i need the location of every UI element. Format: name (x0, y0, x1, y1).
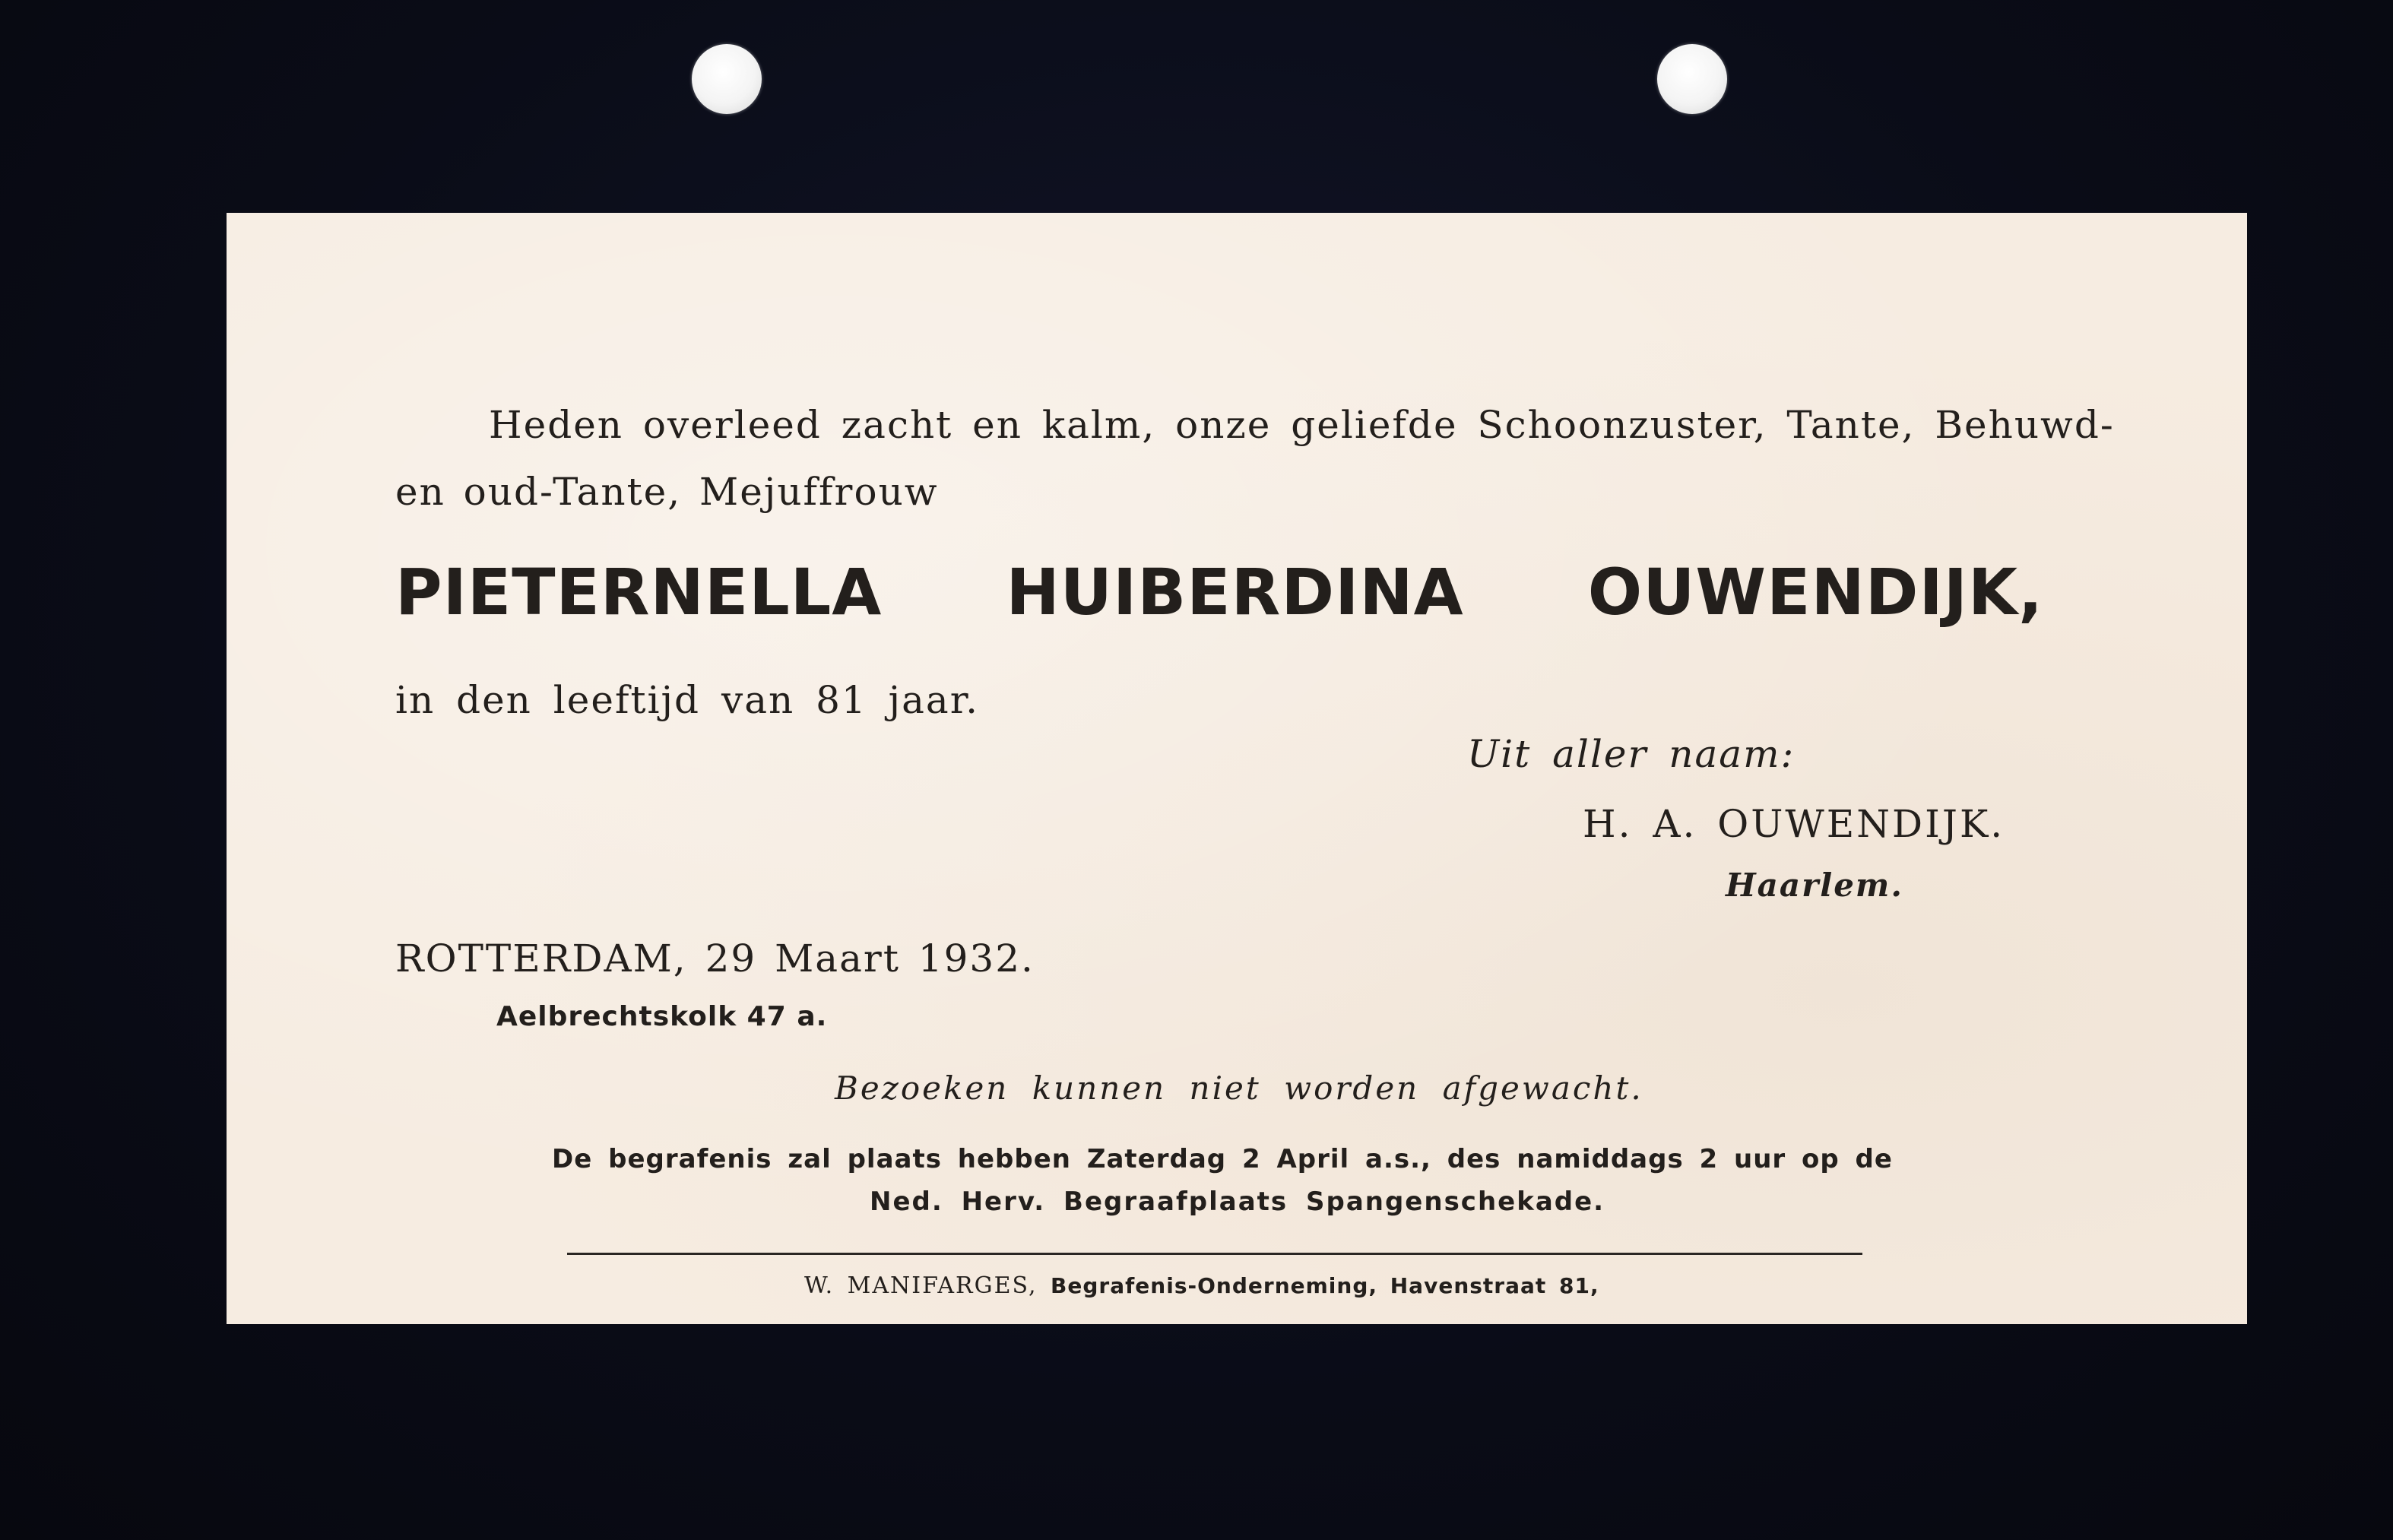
intro-line-2: en oud-Tante, Mejuffrouw (395, 470, 939, 514)
address: Aelbrechtskolk 47 a. (496, 1001, 828, 1032)
divider-rule (567, 1253, 1862, 1255)
signatory-name: H. A. OUWENDIJK. (1583, 802, 2005, 846)
visits-note: Bezoeken kunnen niet worden afgewacht. (835, 1069, 1643, 1107)
place-and-date: ROTTERDAM, 29 Maart 1932. (395, 936, 1035, 981)
funeral-line-1: De begrafenis zal plaats hebben Zaterdag 2 April a.s., des namiddags 2 uur op de (552, 1144, 1893, 1174)
undertaker-line (804, 1272, 1599, 1299)
funeral-line-2: Ned. Herv. Begraafplaats Spangenschekade. (870, 1187, 1605, 1217)
punch-hole-right (1657, 44, 1727, 114)
undertaker-name: W. MANIFARGES, (804, 1272, 1038, 1299)
age-line: in den leeftijd van 81 jaar. (395, 678, 980, 722)
death-notice-card (227, 213, 2247, 1324)
signatory-city: Haarlem. (1726, 867, 1903, 904)
deceased-name: PIETERNELLA HUIBERDINA OUWENDIJK, (395, 555, 2043, 629)
punch-hole-left (692, 44, 762, 114)
signature-heading: Uit aller naam: (1467, 732, 1796, 776)
undertaker-details: Begrafenis-Onderneming, Havenstraat 81, (1051, 1273, 1599, 1298)
intro-line-1: Heden overleed zacht en kalm, onze geliefde Schoonzuster, Tante, Behuwd- (489, 403, 2115, 447)
